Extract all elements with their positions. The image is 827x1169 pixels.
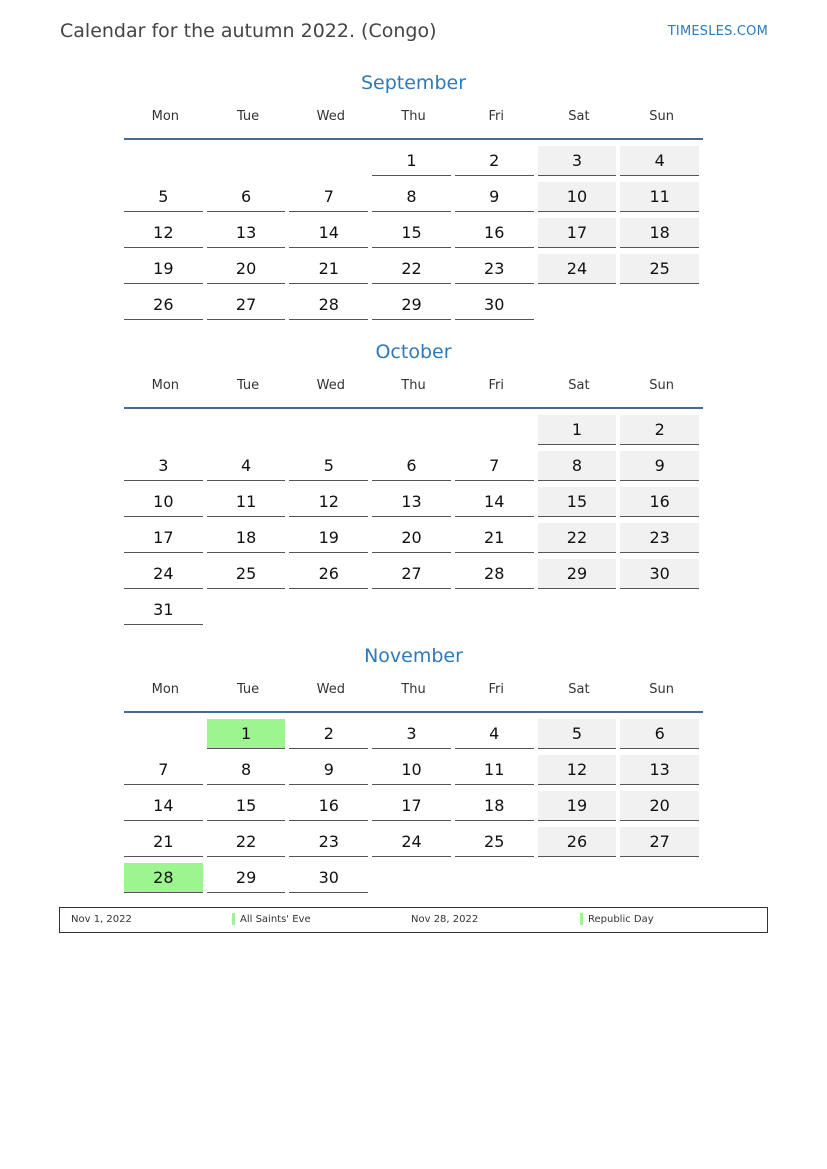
weekday-label: Mon bbox=[151, 109, 180, 124]
weekend-day-cell: 10 bbox=[538, 182, 617, 212]
day-cell: 2 bbox=[455, 146, 534, 176]
week-row bbox=[124, 180, 703, 216]
month-november bbox=[124, 643, 703, 897]
day-cell: 21 bbox=[124, 827, 203, 857]
weekday-label: Thu bbox=[401, 682, 426, 697]
legend-date: Nov 28, 2022 bbox=[411, 914, 479, 925]
weekend-day-cell: 13 bbox=[620, 755, 699, 785]
weekday-label: Tue bbox=[236, 378, 260, 393]
day-cell: 12 bbox=[124, 218, 203, 248]
day-cell: 4 bbox=[207, 451, 286, 481]
weekday-label: Fri bbox=[488, 682, 504, 697]
empty-day-cell bbox=[372, 415, 451, 445]
week-row bbox=[124, 825, 703, 861]
day-cell: 20 bbox=[372, 523, 451, 553]
day-cell: 26 bbox=[289, 559, 368, 589]
weekday-label: Sun bbox=[649, 682, 675, 697]
weekday-label: Wed bbox=[316, 378, 345, 393]
day-cell: 25 bbox=[207, 559, 286, 589]
weekend-day-cell: 9 bbox=[620, 451, 699, 481]
day-cell: 5 bbox=[289, 451, 368, 481]
weekday-header bbox=[124, 106, 703, 140]
week-row bbox=[124, 753, 703, 789]
empty-day-cell bbox=[207, 146, 286, 176]
month-september bbox=[124, 70, 703, 324]
day-cell: 10 bbox=[372, 755, 451, 785]
weekend-day-cell: 16 bbox=[620, 487, 699, 517]
day-cell: 1 bbox=[372, 146, 451, 176]
day-cell: 7 bbox=[289, 182, 368, 212]
week-row bbox=[124, 557, 703, 593]
day-cell: 3 bbox=[124, 451, 203, 481]
month-grid bbox=[124, 144, 703, 324]
month-title: September bbox=[360, 72, 467, 94]
site-link[interactable]: TIMESLES.COM bbox=[667, 24, 768, 39]
day-cell: 28 bbox=[289, 290, 368, 320]
day-cell: 17 bbox=[372, 791, 451, 821]
day-cell: 20 bbox=[207, 254, 286, 284]
week-row bbox=[124, 413, 703, 449]
empty-day-cell bbox=[455, 595, 534, 625]
legend-color-swatch bbox=[232, 913, 235, 925]
day-cell: 7 bbox=[124, 755, 203, 785]
page-title: Calendar for the autumn 2022. (Congo) bbox=[60, 20, 437, 42]
weekday-label: Sat bbox=[568, 109, 590, 124]
day-cell: 22 bbox=[372, 254, 451, 284]
empty-day-cell bbox=[207, 415, 286, 445]
day-cell: 27 bbox=[207, 290, 286, 320]
month-title: November bbox=[364, 645, 463, 667]
weekend-day-cell: 20 bbox=[620, 791, 699, 821]
day-cell: 9 bbox=[455, 182, 534, 212]
page-header bbox=[60, 18, 768, 48]
weekend-day-cell: 3 bbox=[538, 146, 617, 176]
weekday-header bbox=[124, 679, 703, 713]
day-cell: 16 bbox=[455, 218, 534, 248]
week-row bbox=[124, 144, 703, 180]
weekend-day-cell: 1 bbox=[538, 415, 617, 445]
day-cell: 8 bbox=[372, 182, 451, 212]
weekday-label: Thu bbox=[401, 378, 426, 393]
empty-day-cell bbox=[207, 595, 286, 625]
week-row bbox=[124, 717, 703, 753]
weekend-day-cell: 29 bbox=[538, 559, 617, 589]
day-cell: 16 bbox=[289, 791, 368, 821]
weekday-label: Sun bbox=[649, 109, 675, 124]
week-row bbox=[124, 521, 703, 557]
empty-day-cell bbox=[124, 719, 203, 749]
weekday-label: Wed bbox=[316, 109, 345, 124]
empty-day-cell bbox=[620, 595, 699, 625]
empty-day-cell bbox=[538, 863, 617, 893]
empty-day-cell bbox=[620, 290, 699, 320]
weekday-label: Thu bbox=[401, 109, 426, 124]
day-cell: 23 bbox=[455, 254, 534, 284]
empty-day-cell bbox=[289, 146, 368, 176]
empty-day-cell bbox=[372, 595, 451, 625]
day-cell: 5 bbox=[124, 182, 203, 212]
weekend-day-cell: 5 bbox=[538, 719, 617, 749]
week-row bbox=[124, 288, 703, 324]
day-cell: 31 bbox=[124, 595, 203, 625]
day-cell: 13 bbox=[207, 218, 286, 248]
empty-day-cell bbox=[538, 595, 617, 625]
holiday-day-cell: 1 bbox=[207, 719, 286, 749]
day-cell: 30 bbox=[289, 863, 368, 893]
empty-day-cell bbox=[538, 290, 617, 320]
legend-date: Nov 1, 2022 bbox=[71, 914, 132, 925]
empty-day-cell bbox=[289, 595, 368, 625]
day-cell: 7 bbox=[455, 451, 534, 481]
weekday-label: Sun bbox=[649, 378, 675, 393]
month-grid bbox=[124, 413, 703, 629]
week-row bbox=[124, 861, 703, 897]
day-cell: 22 bbox=[207, 827, 286, 857]
day-cell: 6 bbox=[207, 182, 286, 212]
day-cell: 13 bbox=[372, 487, 451, 517]
holiday-legend bbox=[59, 907, 768, 933]
weekend-day-cell: 8 bbox=[538, 451, 617, 481]
day-cell: 17 bbox=[124, 523, 203, 553]
month-title: October bbox=[375, 341, 452, 363]
day-cell: 15 bbox=[372, 218, 451, 248]
weekday-label: Tue bbox=[236, 682, 260, 697]
weekend-day-cell: 12 bbox=[538, 755, 617, 785]
day-cell: 14 bbox=[289, 218, 368, 248]
weekday-label: Mon bbox=[151, 378, 180, 393]
week-row bbox=[124, 485, 703, 521]
day-cell: 29 bbox=[207, 863, 286, 893]
day-cell: 24 bbox=[372, 827, 451, 857]
week-row bbox=[124, 449, 703, 485]
weekend-day-cell: 4 bbox=[620, 146, 699, 176]
empty-day-cell bbox=[124, 415, 203, 445]
holiday-day-cell: 28 bbox=[124, 863, 203, 893]
legend-holiday-name: All Saints' Eve bbox=[240, 914, 311, 925]
month-grid bbox=[124, 717, 703, 897]
legend-color-swatch bbox=[580, 913, 583, 925]
week-row bbox=[124, 252, 703, 288]
day-cell: 24 bbox=[124, 559, 203, 589]
legend-holiday-name: Republic Day bbox=[588, 914, 654, 925]
day-cell: 8 bbox=[207, 755, 286, 785]
day-cell: 4 bbox=[455, 719, 534, 749]
week-row bbox=[124, 789, 703, 825]
day-cell: 25 bbox=[455, 827, 534, 857]
weekend-day-cell: 18 bbox=[620, 218, 699, 248]
empty-day-cell bbox=[124, 146, 203, 176]
day-cell: 10 bbox=[124, 487, 203, 517]
day-cell: 9 bbox=[289, 755, 368, 785]
empty-day-cell bbox=[620, 863, 699, 893]
weekday-label: Tue bbox=[236, 109, 260, 124]
empty-day-cell bbox=[289, 415, 368, 445]
day-cell: 2 bbox=[289, 719, 368, 749]
day-cell: 29 bbox=[372, 290, 451, 320]
weekend-day-cell: 11 bbox=[620, 182, 699, 212]
week-row bbox=[124, 593, 703, 629]
week-row bbox=[124, 216, 703, 252]
day-cell: 11 bbox=[455, 755, 534, 785]
day-cell: 21 bbox=[289, 254, 368, 284]
weekday-header bbox=[124, 375, 703, 409]
weekend-day-cell: 15 bbox=[538, 487, 617, 517]
day-cell: 30 bbox=[455, 290, 534, 320]
weekday-label: Wed bbox=[316, 682, 345, 697]
weekend-day-cell: 2 bbox=[620, 415, 699, 445]
day-cell: 21 bbox=[455, 523, 534, 553]
weekend-day-cell: 25 bbox=[620, 254, 699, 284]
empty-day-cell bbox=[455, 863, 534, 893]
weekday-label: Fri bbox=[488, 378, 504, 393]
weekday-label: Fri bbox=[488, 109, 504, 124]
day-cell: 14 bbox=[455, 487, 534, 517]
weekend-day-cell: 27 bbox=[620, 827, 699, 857]
day-cell: 19 bbox=[289, 523, 368, 553]
day-cell: 6 bbox=[372, 451, 451, 481]
weekday-label: Sat bbox=[568, 682, 590, 697]
day-cell: 11 bbox=[207, 487, 286, 517]
weekend-day-cell: 24 bbox=[538, 254, 617, 284]
day-cell: 27 bbox=[372, 559, 451, 589]
day-cell: 19 bbox=[124, 254, 203, 284]
empty-day-cell bbox=[372, 863, 451, 893]
weekday-label: Mon bbox=[151, 682, 180, 697]
day-cell: 12 bbox=[289, 487, 368, 517]
weekend-day-cell: 22 bbox=[538, 523, 617, 553]
weekend-day-cell: 23 bbox=[620, 523, 699, 553]
day-cell: 28 bbox=[455, 559, 534, 589]
weekend-day-cell: 17 bbox=[538, 218, 617, 248]
empty-day-cell bbox=[455, 415, 534, 445]
day-cell: 15 bbox=[207, 791, 286, 821]
weekend-day-cell: 30 bbox=[620, 559, 699, 589]
weekday-label: Sat bbox=[568, 378, 590, 393]
day-cell: 26 bbox=[124, 290, 203, 320]
day-cell: 3 bbox=[372, 719, 451, 749]
day-cell: 18 bbox=[207, 523, 286, 553]
weekend-day-cell: 19 bbox=[538, 791, 617, 821]
weekend-day-cell: 26 bbox=[538, 827, 617, 857]
day-cell: 14 bbox=[124, 791, 203, 821]
day-cell: 23 bbox=[289, 827, 368, 857]
weekend-day-cell: 6 bbox=[620, 719, 699, 749]
day-cell: 18 bbox=[455, 791, 534, 821]
month-october bbox=[124, 339, 703, 629]
